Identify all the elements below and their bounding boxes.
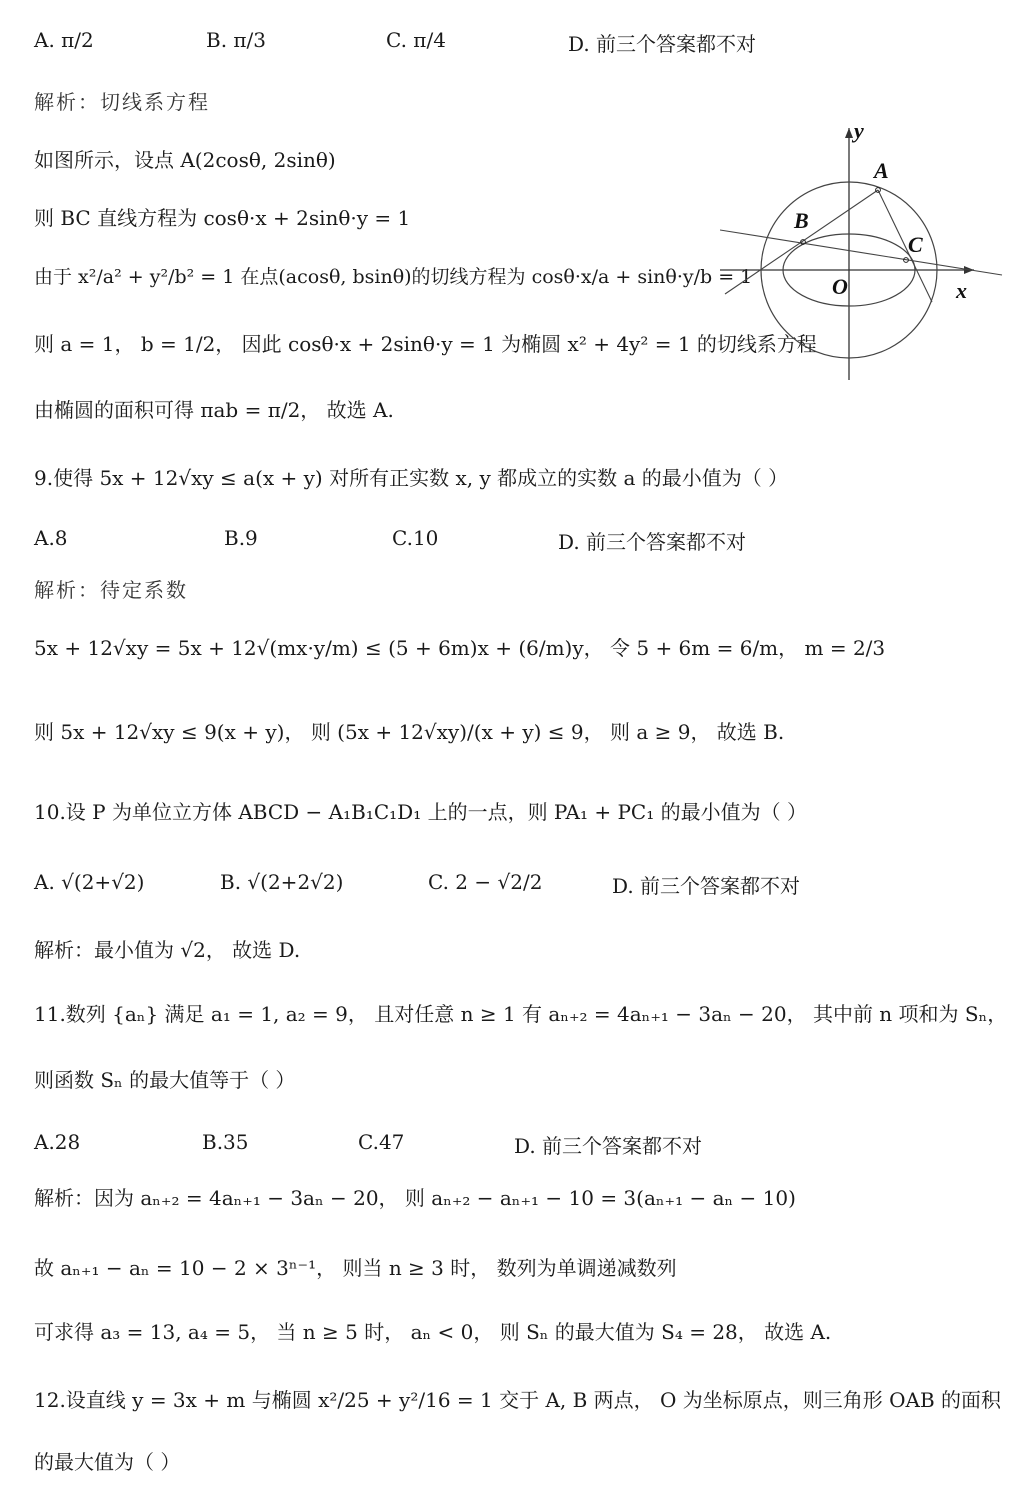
ellipse-circle-figure <box>720 122 1010 387</box>
q9-line-1: 5x + 12√xy = 5x + 12√(mx·y/m) ≤ (5 + 6m)x + (6/m)y， 令 5 + 6m = 6/m， m = 2/3 <box>34 636 886 660</box>
line-ac <box>878 190 932 302</box>
q9-option-c: C.10 <box>392 526 439 550</box>
q8-line-5: 由椭圆的面积可得 πab = π/2， 故选 A. <box>34 398 394 422</box>
q10-option-a: A. √(2+√2) <box>34 870 145 894</box>
q9-stem: 9.使得 5x + 12√xy ≤ a(x + y) 对所有正实数 x, y 都成立的实数 a 的最小值为（ ） <box>34 466 789 490</box>
label-c: C <box>908 232 923 257</box>
q8-line-2: 则 BC 直线方程为 cosθ·x + 2sinθ·y = 1 <box>34 206 411 230</box>
q10-stem: 10.设 P 为单位立方体 ABCD − A₁B₁C₁D₁ 上的一点，则 PA₁ + PC₁ 的最小值为（ ） <box>34 800 807 824</box>
q11-line-1: 解析：因为 aₙ₊₂ = 4aₙ₊₁ − 3aₙ − 20， 则 aₙ₊₂ − aₙ₊₁ − 10 = 3(aₙ₊₁ − aₙ − 10) <box>34 1186 796 1210</box>
q11-stem-2: 则函数 Sₙ 的最大值等于（ ） <box>34 1068 296 1092</box>
q10-option-d: D. 前三个答案都不对 <box>612 874 801 898</box>
q8-option-d: D. 前三个答案都不对 <box>568 32 757 56</box>
q8-analysis-label: 解析：切线系方程 <box>34 90 210 114</box>
q10-option-b: B. √(2+2√2) <box>220 870 344 894</box>
label-b: B <box>794 208 809 233</box>
q12-stem-1: 12.设直线 y = 3x + m 与椭圆 x²/25 + y²/16 = 1 交于 A, B 两点， O 为坐标原点，则三角形 OAB 的面积 <box>34 1388 1002 1412</box>
q11-option-b: B.35 <box>202 1130 249 1154</box>
q9-analysis-label: 解析：待定系数 <box>34 578 188 602</box>
q8-line-1: 如图所示，设点 A(2cosθ, 2sinθ) <box>34 148 336 172</box>
q8-option-a: A. π/2 <box>34 28 94 52</box>
q10-option-c: C. 2 − √2/2 <box>428 870 543 894</box>
line-ab <box>725 190 878 294</box>
y-axis-arrow <box>845 128 853 138</box>
q8-option-b: B. π/3 <box>206 28 267 52</box>
label-y: y <box>854 122 864 143</box>
q9-option-d: D. 前三个答案都不对 <box>558 530 747 554</box>
q11-line-2: 故 aₙ₊₁ − aₙ = 10 − 2 × 3ⁿ⁻¹， 则当 n ≥ 3 时， 数列为单调递减数列 <box>34 1256 677 1280</box>
q12-stem-2: 的最大值为（ ） <box>34 1450 181 1474</box>
label-o: O <box>832 274 848 299</box>
q8-line-3: 由于 x²/a² + y²/b² = 1 在点(acosθ, bsinθ)的切线方程为 cosθ·x/a + sinθ·y/b = 1 <box>34 266 753 288</box>
q9-option-a: A.8 <box>34 526 68 550</box>
label-x: x <box>956 278 967 303</box>
q11-line-3: 可求得 a₃ = 13, a₄ = 5， 当 n ≥ 5 时， aₙ < 0， 则 Sₙ 的最大值为 S₄ = 28， 故选 A. <box>34 1320 832 1344</box>
q8-line-4: 则 a = 1， b = 1/2， 因此 cosθ·x + 2sinθ·y = 1 为椭圆 x² + 4y² = 1 的切线系方程 <box>34 332 817 356</box>
label-a: A <box>874 158 889 183</box>
q11-option-c: C.47 <box>358 1130 405 1154</box>
q9-line-2: 则 5x + 12√xy ≤ 9(x + y)， 则 (5x + 12√xy)/(x + y) ≤ 9， 则 a ≥ 9， 故选 B. <box>34 720 785 744</box>
q9-option-b: B.9 <box>224 526 258 550</box>
q10-analysis: 解析：最小值为 √2， 故选 D. <box>34 938 301 962</box>
q8-option-c: C. π/4 <box>386 28 446 52</box>
q11-stem-1: 11.数列 {aₙ} 满足 a₁ = 1, a₂ = 9， 且对任意 n ≥ 1 有 aₙ₊₂ = 4aₙ₊₁ − 3aₙ − 20， 其中前 n 项和为 Sₙ， <box>34 1002 1008 1026</box>
q11-option-d: D. 前三个答案都不对 <box>514 1134 703 1158</box>
q11-option-a: A.28 <box>34 1130 81 1154</box>
